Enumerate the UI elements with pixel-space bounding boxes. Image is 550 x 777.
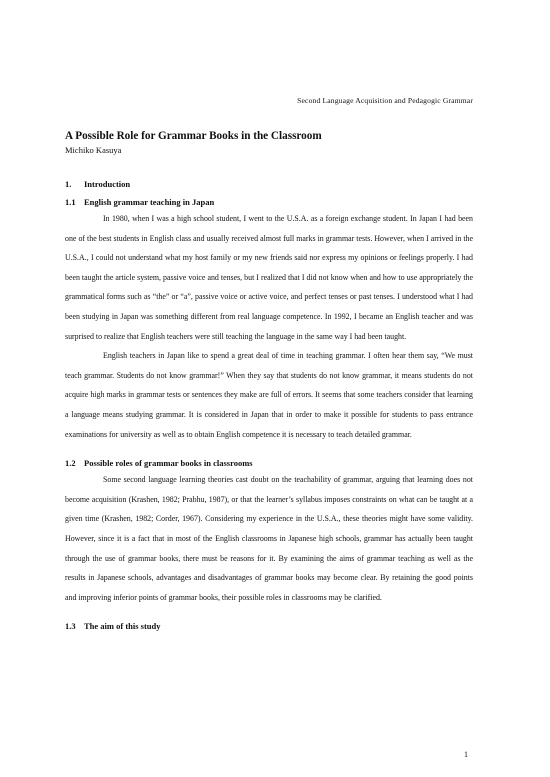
section-heading-1-3 — [65, 619, 473, 633]
paragraph: Some second language learning theories cast doubt on the teachability of grammar, arguing that learning does not become acquisition (Krashen, 1982; Prabhu, 1987), or that the learner’s syllabus imposes constraints on what can be taught at a given time (Krashen, 1982; Corder, 1967). Considering my experience in the U.S.A., these theories might have some validity. However, since it is a fact that in most of the English classrooms in Japanese high schools, grammar has actually been taught through the use of grammar books, there must be reasons for it. By examining the aims of grammar teaching as well as the results in Japanese schools, advantages and disadvantages of grammar books may become clear. By retaining the good points and improving inferior points of grammar books, their possible roles in classrooms may be clarified. — [65, 475, 473, 602]
section-title: Possible roles of grammar books in classrooms — [84, 458, 253, 469]
page-number: 1 — [464, 750, 468, 759]
article-title: A Possible Role for Grammar Books in the Classroom — [65, 130, 322, 142]
article-body — [65, 129, 473, 633]
section-number: 1.3 — [65, 621, 76, 632]
section-number: 1.2 — [65, 458, 76, 469]
section-number: 1.1 — [65, 197, 76, 207]
section-heading-1-2 — [65, 456, 473, 470]
section-number: 1. — [65, 179, 72, 189]
section-title: Introduction — [84, 179, 131, 189]
section-title: English grammar teaching in Japan — [84, 197, 215, 207]
article-author: Michiko Kasuya — [65, 145, 122, 155]
running-header: Second Language Acquisition and Pedagogic Grammar — [297, 96, 473, 105]
section-heading-1-1 — [65, 195, 473, 209]
paragraph: English teachers in Japan like to spend a great deal of time in teaching grammar. I often hear them say, “We must teach grammar. Students do not know grammar!” When they say that students do not know grammar, it means students do not acquire high marks in grammar tests or sentences they make are full of errors. It seems that some teachers consider that learning a language means studying grammar. It is considered in Japan that in order to make it possible for students to pass entrance examinations for university as well as to obtain English competence it is necessary to teach detailed grammar. — [65, 351, 473, 439]
paragraph: In 1980, when I was a high school student, I went to the U.S.A. as a foreign exchange student. In Japan I had been one of the best students in English class and usually received almost full marks in grammar tests. However, when I arrived in the U.S.A., I could not understand what my host family or my new friends said nor express my opinions or feelings properly. I had been taught the article system, passive voice and tenses, but I realized that I did not know when and how to use appropriately the grammatical forms such as “the” or “a”, passive voice or active voice, and perfect tenses or past tenses. I understood what I had been studying in Japan was something different from real language competence. In 1992, I became an English teacher and was surprised to realize that English teachers were still teaching the language in the same way I had been taught. — [65, 214, 473, 341]
section-heading-1 — [65, 177, 473, 191]
section-title: The aim of this study — [84, 621, 161, 632]
